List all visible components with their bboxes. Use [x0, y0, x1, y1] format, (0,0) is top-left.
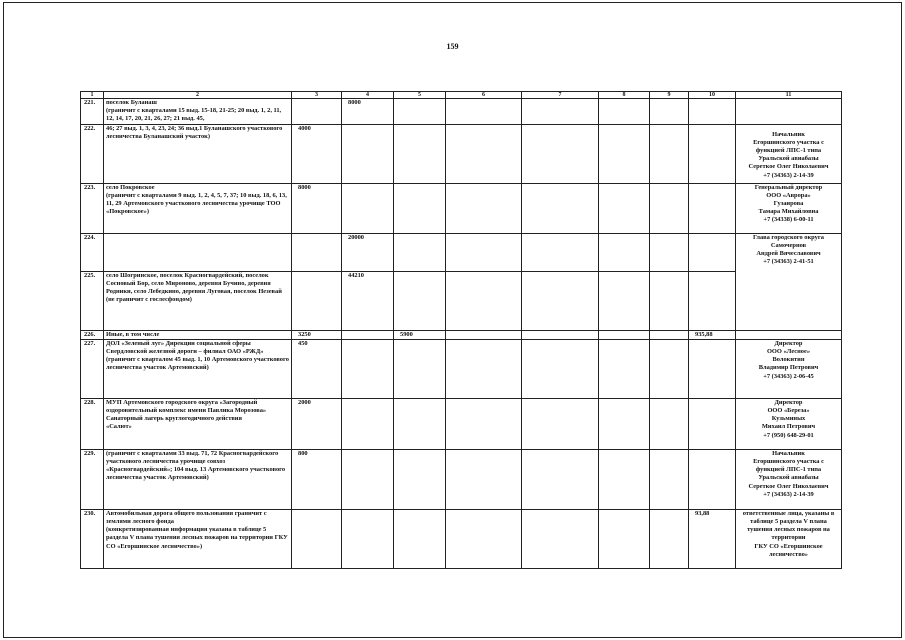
- table-row: [81, 330, 842, 339]
- cell-col10: 935,88: [689, 330, 736, 339]
- row-number: 225.: [81, 271, 104, 330]
- column-number-row: [81, 92, 842, 99]
- column-header: 1: [81, 92, 104, 99]
- cell-col10: 93,88: [689, 509, 736, 568]
- cell-col3: 800: [292, 449, 342, 509]
- column-header: 3: [292, 92, 342, 99]
- fire-protection-table: [80, 91, 842, 569]
- row-number: 229.: [81, 449, 104, 509]
- table-row: [81, 124, 842, 183]
- table-row: [81, 271, 842, 330]
- contact-cell: ответственные лица, указаны в таблице 5 раздела V плана тушения лесных пожаров на территории ГКУ СО «Егоршинское лесничество»: [736, 509, 842, 568]
- table-row: [81, 233, 842, 271]
- row-description: МУП Артемовского городского округа «Загородный оздоровительный комплекс имени Павлика Морозова» Санаторный лагерь круглогодичного действия «Салют»: [104, 398, 292, 449]
- table-row: [81, 449, 842, 509]
- table-row: [81, 99, 842, 125]
- cell-col3: 4000: [292, 124, 342, 183]
- contact-cell: Начальник Егоршинского участка с функцией ЛПС-1 типа Уральской авиабазы Сереткое Олег Николаевич +7 (34363) 2-14-39: [736, 124, 842, 183]
- row-number: 227.: [81, 339, 104, 398]
- row-number: 228.: [81, 398, 104, 449]
- column-header: 8: [599, 92, 650, 99]
- row-description: [104, 233, 292, 271]
- row-description: поселок Буланаш (граничит с кварталами 15 выд. 15-18, 21-25; 20 выд. 1, 2, 11, 12, 14, 17, 20, 21, 26, 27; 21 выд. 45,: [104, 99, 292, 125]
- cell-col3: 3250: [292, 330, 342, 339]
- cell-col5: 5900: [394, 330, 446, 339]
- row-description: село Покровское (граничит с кварталами 9 выд. 1, 2, 4, 5, 7, 37; 10 выд. 18, 6, 13, 11, 29 Артемовского участкового лесничества урочище ТОО «Покровское»): [104, 183, 292, 233]
- contact-cell: Директор ООО «Береза» Кузьминых Михаил Петрович +7 (950) 648-29-01: [736, 398, 842, 449]
- cell-col4: 44210: [342, 271, 394, 330]
- column-header: 6: [446, 92, 522, 99]
- contact-cell: Глава городского округа Самочернов Андрей Вячеславович +7 (34363) 2-41-51: [736, 233, 842, 330]
- page-number: 159: [446, 42, 459, 51]
- row-number: 230.: [81, 509, 104, 568]
- table-row: [81, 339, 842, 398]
- row-description: (граничит с кварталами 33 выд. 71, 72 Красногвардейского участкового лесничества урочище совхоз «Красногвардейский»; 104 выд. 13 Артемовского участкового лесничества участок Артемовский): [104, 449, 292, 509]
- row-number: 222.: [81, 124, 104, 183]
- column-header: 7: [522, 92, 599, 99]
- cell-col4: 8000: [342, 99, 394, 125]
- row-description: Иные, в том числе: [104, 330, 292, 339]
- table-row: [81, 509, 842, 568]
- row-number: 221.: [81, 99, 104, 125]
- cell-col3: 8000: [292, 183, 342, 233]
- contact-cell: Начальник Егоршинского участка с функцией ЛПС-1 типа Уральской авиабазы Сереткое Олег Николаевич +7 (34363) 2-14-39: [736, 449, 842, 509]
- cell-col3: [292, 99, 342, 125]
- column-header: 10: [689, 92, 736, 99]
- cell-col4: 20000: [342, 233, 394, 271]
- column-header: 4: [342, 92, 394, 99]
- row-description: 46; 27 выд. 1, 3, 4, 23, 24; 36 выд.1 Буланашского участкового лесничества Буланашский участок): [104, 124, 292, 183]
- row-description: село Шогринское, поселок Красногвардейский, поселок Сосновый Бор, село Мироново, деревня Бучино, деревня Родники, село Лебедкино, деревня Луговая, поселок Незевай (не граничит с гослесфондом): [104, 271, 292, 330]
- column-header: 2: [104, 92, 292, 99]
- contact-cell: Генеральный директор ООО «Аврора» Гузаирова Тамара Михайловна +7 (34338) 6-00-11: [736, 183, 842, 233]
- cell-col3: 450: [292, 339, 342, 398]
- column-header: 11: [736, 92, 842, 99]
- row-description: Автомобильная дорога общего пользования граничит с землями лесного фонда (конкретизированная информация указана в таблице 5 раздела V плана тушения лесных пожаров на территории ГКУ СО «Егоршинское лесничество»): [104, 509, 292, 568]
- table-row: [81, 183, 842, 233]
- row-description: ДОЛ «Зеленый луг» Дирекции социальной сферы Свердловской железной дороги – филиал ОАО «РЖД» (граничит с кварталом 45 выд. 1, 10 Артемовского участкового лесничества участок Артемовский): [104, 339, 292, 398]
- column-header: 5: [394, 92, 446, 99]
- table-row: [81, 398, 842, 449]
- cell-col3: 2000: [292, 398, 342, 449]
- row-number: 224.: [81, 233, 104, 271]
- row-number: 226.: [81, 330, 104, 339]
- column-header: 9: [650, 92, 689, 99]
- contact-cell: Директор ООО «Лесное» Волокитин Владимир Петрович +7 (34363) 2-06-45: [736, 339, 842, 398]
- row-number: 223.: [81, 183, 104, 233]
